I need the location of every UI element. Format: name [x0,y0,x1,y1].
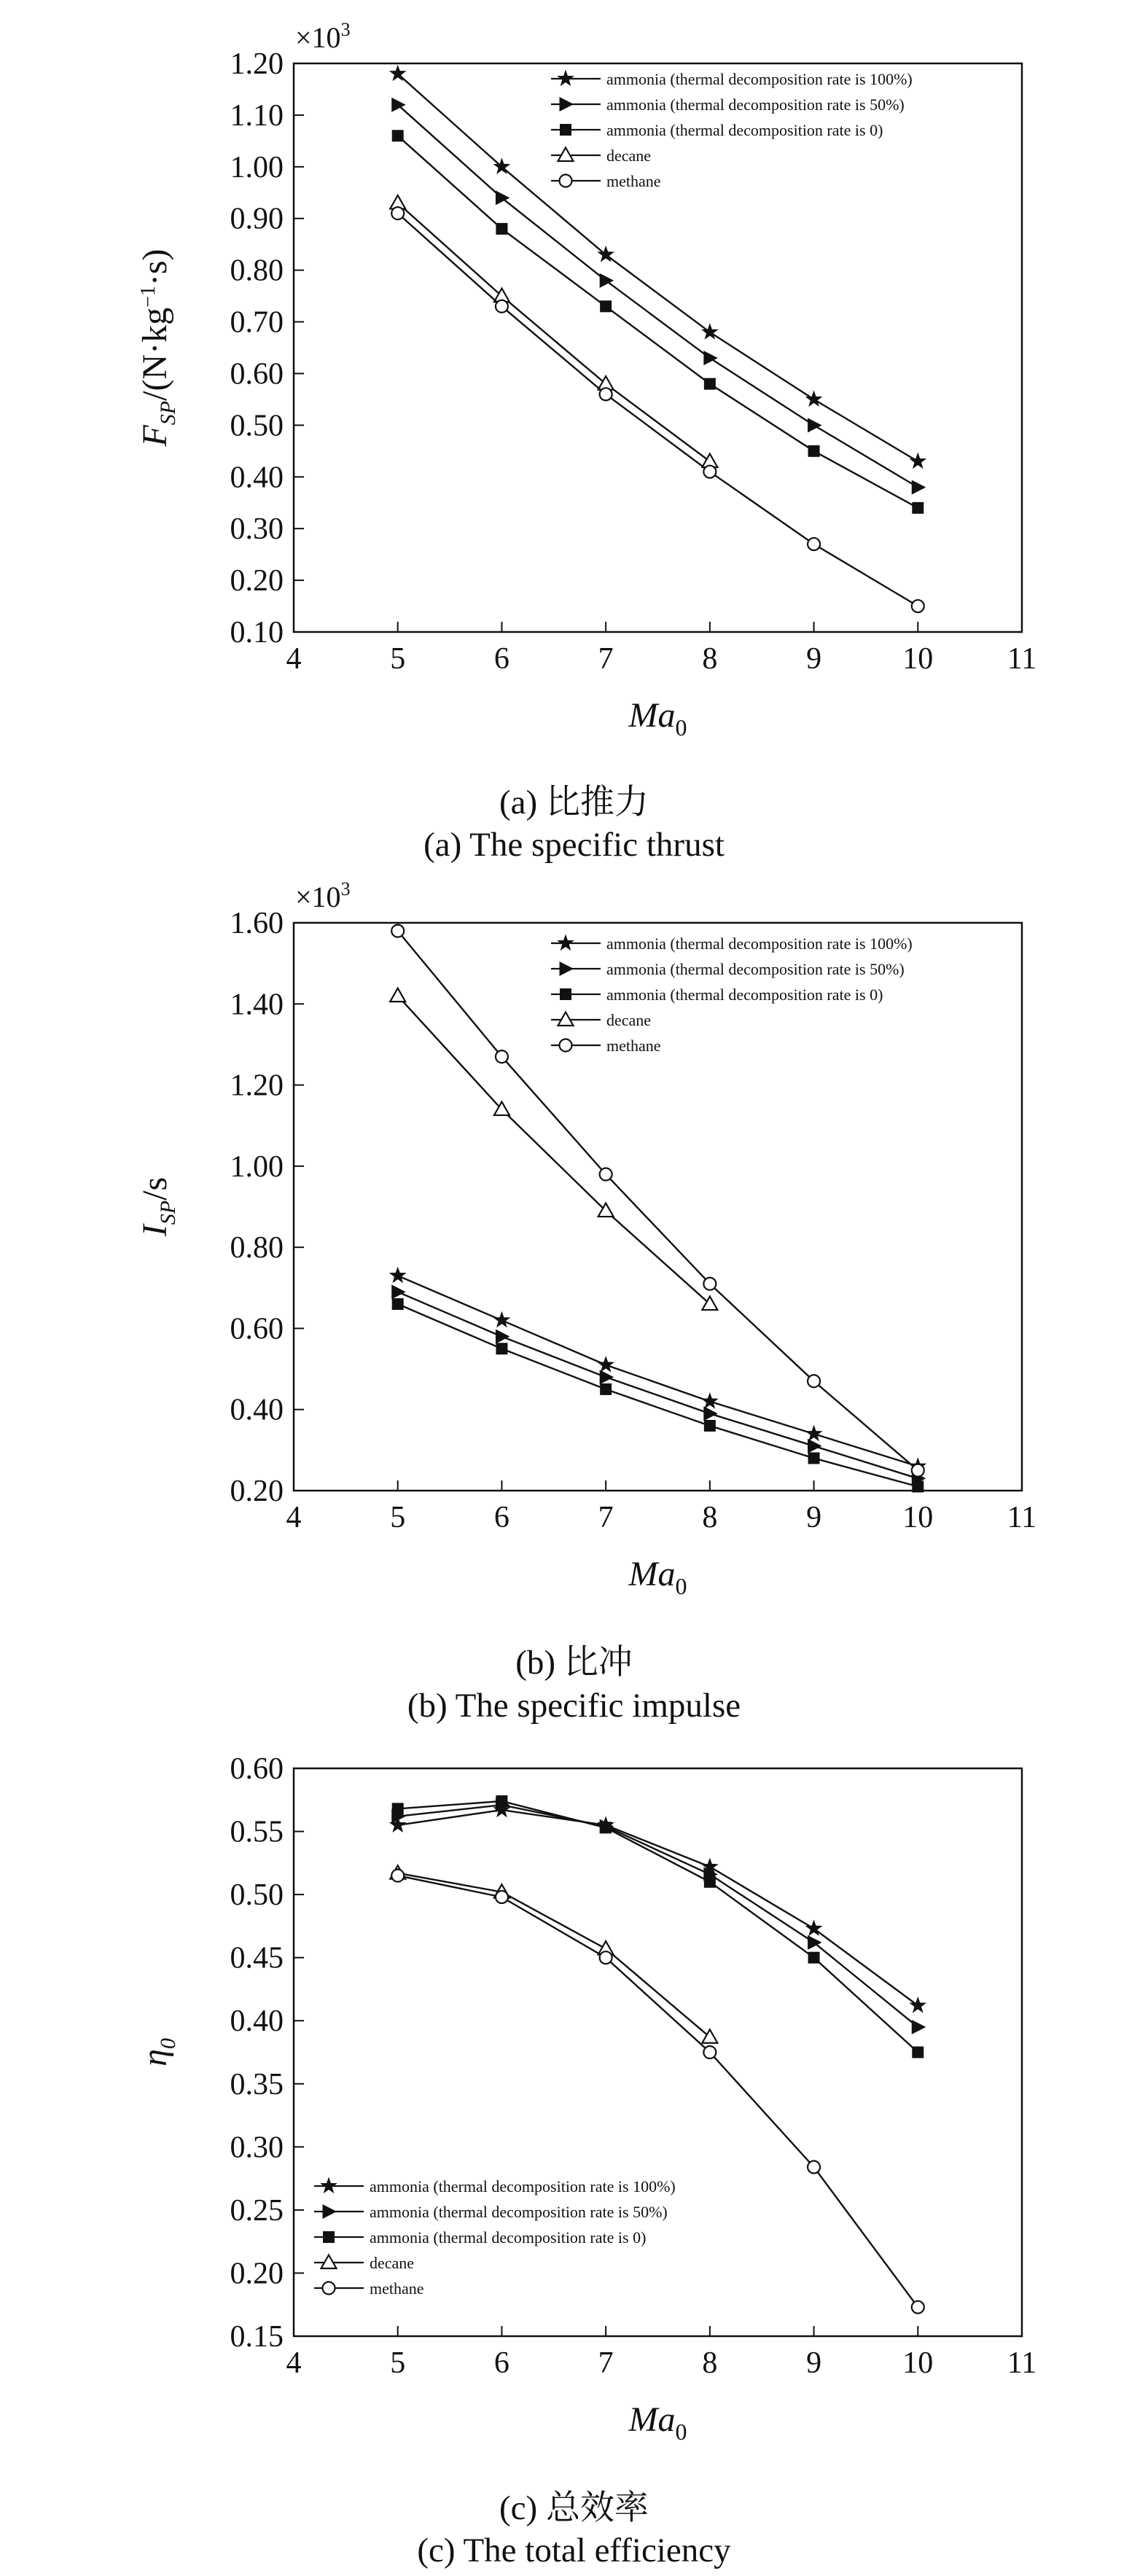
data-point-4-3 [703,1278,716,1290]
data-point-2-5 [912,502,924,514]
x-tick-label: 4 [286,642,302,676]
legend-label: ammonia (thermal decomposition rate is 0) [606,121,883,139]
legend-label: decane [370,2254,415,2272]
data-point-1-3 [703,1406,718,1421]
y-tick-label: 0.55 [230,1815,284,1849]
x-tick-label: 9 [806,1501,822,1534]
x-tick-label: 9 [806,2346,822,2380]
data-point-2-1 [496,1795,507,1807]
chart-panel-0 [136,19,1036,741]
data-point-2-4 [808,1452,820,1464]
chart-panel-1 [136,878,1036,1599]
legend-label: ammonia (thermal decomposition rate is 50%) [370,2203,668,2221]
data-point-2-5 [912,2047,924,2058]
x-tick-label: 11 [1007,2346,1037,2380]
data-point-4-3 [703,2046,716,2058]
legend-label: decane [606,147,652,165]
data-point-4-0 [391,925,404,937]
y-tick-label: 0.20 [230,564,284,598]
x-axis-label: $Ma_0$ [628,1555,687,1599]
caption-c-cn: (c) 总效率 [499,2489,649,2527]
caption-b-cn: (b) 比冲 [515,1644,633,1682]
data-point-1-1 [496,1330,510,1344]
y-tick-label: 0.60 [230,1312,284,1346]
y-tick-label: 1.60 [230,907,284,940]
legend-marker-4 [560,175,572,187]
data-point-2-2 [600,1383,612,1395]
y-tick-label: 1.00 [230,150,284,184]
y-tick-label: 0.20 [230,1475,284,1508]
legend-label: ammonia (thermal decomposition rate is 100%) [606,934,913,953]
data-point-4-2 [600,1168,612,1180]
y-tick-label: 0.25 [230,2193,284,2228]
x-tick-label: 7 [598,1501,614,1534]
y-tick-label: 0.20 [230,2257,284,2291]
legend-label: decane [606,1011,652,1029]
data-point-4-1 [496,300,508,313]
x-tick-label: 6 [493,1501,509,1534]
legend-label: ammonia (thermal decomposition rate is 50%) [606,95,905,114]
legend-marker-4 [560,1039,572,1052]
data-point-4-5 [912,600,924,612]
x-axis-label: $Ma_0$ [628,2400,687,2445]
series-line-3 [398,1873,710,2037]
series-line-3 [398,203,710,462]
legend-marker-1 [323,2204,337,2219]
x-tick-label: 7 [598,2346,614,2380]
data-point-1-4 [808,418,822,432]
data-point-1-4 [808,1439,822,1453]
x-tick-label: 7 [598,642,614,676]
data-point-2-3 [704,1876,716,1888]
data-point-3-0 [390,988,405,1002]
data-point-2-0 [392,1298,404,1310]
data-point-1-5 [912,2020,926,2034]
legend [551,70,913,191]
data-point-2-4 [808,445,820,457]
data-point-2-1 [496,223,507,235]
y-tick-label: 0.40 [230,1393,284,1427]
legend-label: methane [370,2279,424,2298]
x-tick-label: 5 [390,1501,406,1534]
legend-marker-1 [560,961,574,976]
legend-marker-2 [560,988,571,1000]
x-tick-label: 9 [806,642,822,676]
series-line-1 [398,105,918,488]
y-tick-label: 0.30 [230,2131,284,2165]
y-tick-label: 0.35 [230,2067,284,2101]
series-line-1 [398,1292,918,1478]
y-tick-label: 0.30 [230,512,284,547]
y-tick-label: 1.20 [230,47,284,81]
data-point-0-4 [805,390,823,407]
data-point-4-5 [912,2301,924,2314]
y-tick-label: 0.40 [230,461,284,495]
data-point-1-2 [600,1370,614,1384]
caption-b-en: (b) The specific impulse [407,1687,741,1725]
y-tick-label: 0.90 [230,202,284,236]
y-tick-label: 0.50 [230,1878,284,1913]
x-tick-label: 11 [1007,642,1037,676]
y-axis-label: $I_{SP}/s$ [136,1176,180,1237]
data-point-2-3 [704,378,716,390]
data-point-4-4 [808,2161,820,2174]
data-point-2-0 [392,130,404,141]
data-point-4-3 [703,466,716,478]
y-tick-label: 0.50 [230,409,284,443]
y-tick-label: 0.60 [230,357,284,391]
series-line-2 [398,1801,918,2053]
data-point-4-2 [600,388,612,400]
legend [314,2177,676,2298]
x-tick-label: 11 [1007,1501,1037,1534]
series-line-3 [398,996,710,1304]
y-tick-label: 0.80 [230,254,284,288]
plot-frame [294,923,1022,1491]
legend-label: methane [606,1037,661,1055]
data-point-4-0 [391,1870,404,1882]
x-axis-label: $Ma_0$ [628,696,687,741]
x-tick-label: 5 [390,2346,406,2380]
caption-a-cn: (a) 比推力 [499,784,649,821]
legend-marker-0 [557,70,574,87]
data-point-0-0 [389,1267,407,1284]
y-tick-label: 0.70 [230,305,284,340]
x-tick-label: 6 [493,642,509,676]
x-tick-label: 10 [902,2346,934,2380]
data-point-2-2 [600,300,612,312]
x-tick-label: 8 [702,642,718,676]
x-tick-label: 8 [702,2346,718,2380]
data-point-0-5 [909,1997,926,2013]
y-tick-label: 0.15 [230,2320,284,2354]
y-tick-label: 0.45 [230,1941,284,1975]
data-point-4-4 [808,1375,820,1387]
x-tick-label: 4 [286,2346,302,2380]
data-point-2-2 [600,1822,612,1833]
y-multiplier: $\times 10^3$ [295,19,351,54]
series-line-0 [398,1276,918,1467]
legend-marker-2 [560,124,571,136]
data-point-2-1 [496,1343,507,1354]
legend-marker-3 [321,2255,337,2269]
data-point-0-4 [805,1425,823,1442]
y-tick-label: 1.10 [230,98,284,133]
y-tick-label: 1.20 [230,1069,284,1103]
y-tick-label: 0.10 [230,616,284,649]
data-point-1-3 [703,351,718,365]
series-line-4 [398,931,918,1470]
legend-marker-0 [320,2177,337,2194]
data-point-1-0 [391,1284,406,1299]
data-point-2-3 [704,1420,716,1432]
y-tick-label: 1.00 [230,1150,284,1184]
caption-c-en: (c) The total efficiency [417,2532,731,2569]
y-tick-label: 1.40 [230,988,284,1022]
data-point-0-3 [701,1392,719,1409]
data-point-2-5 [912,1480,924,1492]
legend-marker-0 [557,934,574,951]
y-tick-label: 0.80 [230,1231,284,1265]
data-point-0-1 [493,1311,511,1328]
data-point-0-2 [597,1356,614,1373]
legend-marker-1 [560,97,574,112]
caption-a-en: (a) The specific thrust [423,826,725,864]
y-tick-label: 0.60 [230,1752,284,1786]
x-tick-label: 6 [493,2346,509,2380]
legend-label: ammonia (thermal decomposition rate is 0) [370,2228,647,2247]
data-point-4-1 [496,1050,508,1063]
series-line-2 [398,136,918,508]
y-tick-label: 0.40 [230,2005,284,2039]
data-point-0-5 [909,453,926,469]
legend-marker-3 [558,148,574,162]
data-point-4-1 [496,1891,508,1903]
data-point-1-5 [912,480,926,494]
legend-label: ammonia (thermal decomposition rate is 50%) [606,960,905,978]
data-point-4-5 [912,1464,924,1477]
data-point-4-4 [808,538,820,550]
legend [551,934,913,1055]
x-tick-label: 5 [390,642,406,676]
plot-frame [294,63,1022,632]
chart-panel-2 [136,1752,1036,2445]
y-axis-label: $\eta_0$ [136,2038,180,2066]
data-point-2-0 [392,1803,404,1814]
data-point-2-4 [808,1952,820,1964]
x-tick-label: 4 [286,1501,302,1534]
data-point-4-0 [391,207,404,219]
x-tick-label: 8 [702,1501,718,1534]
legend-marker-2 [323,2231,335,2243]
y-axis-label: $F_{SP}/(N\cdot kg^{-1}\cdot s)$ [136,249,180,447]
legend-label: methane [606,172,661,190]
legend-marker-4 [323,2282,335,2295]
series-line-0 [398,1810,918,2005]
legend-label: ammonia (thermal decomposition rate is 100%) [606,70,913,88]
data-point-4-2 [600,1951,612,1964]
legend-label: ammonia (thermal decomposition rate is 100%) [370,2177,676,2196]
y-multiplier: $\times 10^3$ [295,878,351,913]
legend-marker-3 [558,1012,574,1026]
x-tick-label: 10 [902,1501,934,1534]
x-tick-label: 10 [902,642,934,676]
legend-label: ammonia (thermal decomposition rate is 0) [606,985,883,1004]
